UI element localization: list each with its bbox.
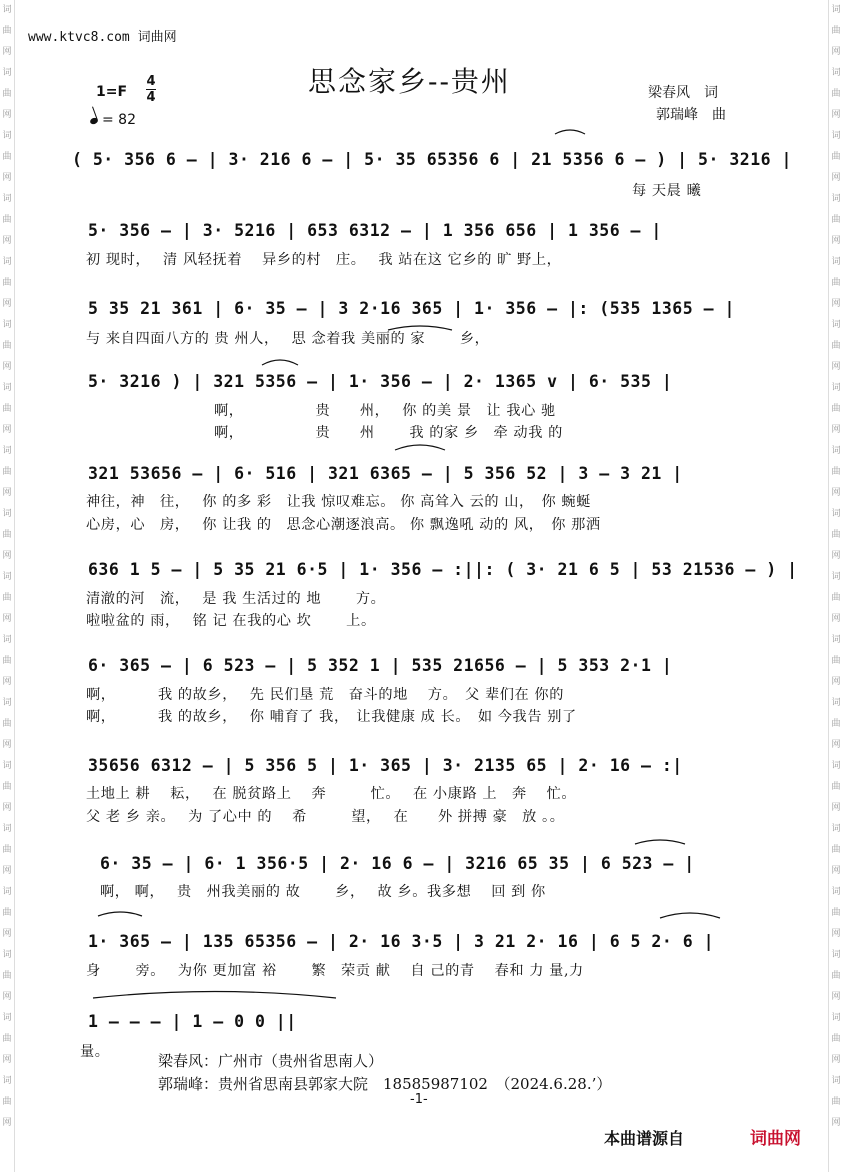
edge-watermark-glyph: 网 — [831, 1055, 841, 1065]
edge-watermark-glyph: 曲 — [831, 404, 841, 414]
edge-watermark-glyph: 曲 — [2, 341, 12, 351]
system-3-lyrics-1: 与 来自四面八方的 贵 州人， 思 念着我 美丽的 家 乡， — [86, 331, 490, 347]
edge-watermark-glyph: 网 — [2, 110, 12, 120]
footer-lyricist-info: 梁春风：广州市（贵州省思南人） — [158, 1052, 384, 1070]
edge-watermark-glyph: 网 — [831, 740, 841, 750]
key-signature: 1=F — [96, 84, 128, 100]
edge-watermark-glyph: 网 — [831, 992, 841, 1002]
edge-watermark-glyph: 网 — [831, 929, 841, 939]
edge-watermark-glyph: 词 — [831, 761, 841, 771]
edge-watermark-glyph: 曲 — [831, 26, 841, 36]
edge-watermark-glyph: 网 — [2, 677, 12, 687]
edge-watermark-glyph: 曲 — [831, 593, 841, 603]
edge-watermark-glyph: 曲 — [2, 782, 12, 792]
edge-watermark-glyph: 网 — [831, 551, 841, 561]
system-9-lyrics-1: 啊， 啊， 贵 州我美丽的 故 乡， 故 乡。我多想 回 到 你 — [100, 884, 546, 900]
footer-composer-info: 郭瑞峰：贵州省思南县郭家大院 18585987102 （2024.6.28.’） — [158, 1075, 612, 1093]
edge-watermark-glyph: 网 — [2, 1055, 12, 1065]
edge-watermark-glyph: 曲 — [831, 971, 841, 981]
page-number: -1- — [410, 1092, 428, 1107]
edge-watermark-glyph: 曲 — [2, 1097, 12, 1107]
system-7-notes: 6· 365 – | 6 523 – | 5 352 1 | 535 21656 – | 5 353 2·1 | — [88, 656, 673, 675]
edge-watermark-glyph: 网 — [831, 677, 841, 687]
edge-watermark-glyph: 词 — [2, 509, 12, 519]
edge-watermark-glyph: 词 — [831, 68, 841, 78]
edge-watermark-glyph: 词 — [2, 320, 12, 330]
system-1-lyrics-1: 每 天晨 曦 — [632, 183, 702, 199]
edge-watermark-glyph: 曲 — [831, 719, 841, 729]
edge-watermark-glyph: 网 — [831, 1118, 841, 1128]
edge-watermark-glyph: 网 — [2, 47, 12, 57]
edge-watermark-glyph: 曲 — [2, 278, 12, 288]
edge-watermark-glyph: 网 — [831, 362, 841, 372]
edge-watermark-glyph: 网 — [831, 866, 841, 876]
edge-watermark-glyph: 网 — [831, 173, 841, 183]
edge-watermark-glyph: 曲 — [831, 908, 841, 918]
edge-watermark-glyph: 网 — [831, 110, 841, 120]
edge-watermark-glyph: 网 — [831, 803, 841, 813]
edge-watermark-glyph: 曲 — [2, 845, 12, 855]
system-2-lyrics-1: 初 现时， 清 风轻抚着 异乡的村 庄。 我 站在这 它乡的 旷 野上， — [86, 252, 562, 268]
edge-watermark-glyph: 词 — [2, 572, 12, 582]
system-6-notes: 636 1 5 – | 5 35 21 6·5 | 1· 356 – :||: ( 3· 21 6 5 | 53 21536 – ) | — [88, 560, 798, 579]
edge-watermark-glyph: 词 — [831, 635, 841, 645]
composer-credit: 郭瑞峰 曲 — [656, 107, 726, 123]
edge-watermark-glyph: 曲 — [831, 530, 841, 540]
edge-watermark-glyph: 曲 — [831, 89, 841, 99]
edge-watermark-glyph: 词 — [831, 824, 841, 834]
edge-watermark-glyph: 词 — [831, 5, 841, 15]
edge-watermark-glyph: 词 — [831, 446, 841, 456]
edge-watermark-glyph: 词 — [2, 5, 12, 15]
edge-watermark-glyph: 曲 — [831, 278, 841, 288]
system-8-lyrics-1: 土地上 耕 耘， 在 脱贫路上 奔 忙。 在 小康路 上 奔 忙。 — [86, 786, 577, 802]
source-label: 本曲谱源自 — [604, 1129, 685, 1148]
edge-watermark-glyph: 曲 — [831, 1034, 841, 1044]
edge-watermark-glyph: 网 — [2, 551, 12, 561]
edge-watermark-glyph: 曲 — [2, 908, 12, 918]
edge-watermark-glyph: 网 — [831, 488, 841, 498]
site-watermark[interactable]: www.ktvc8.com 词曲网 — [28, 30, 177, 45]
edge-watermark-glyph: 曲 — [831, 782, 841, 792]
system-6-lyrics-1: 清澈的河 流， 是 我 生活过的 地 方。 — [86, 591, 386, 607]
edge-watermark-glyph: 词 — [831, 1076, 841, 1086]
edge-watermark-glyph: 词 — [831, 698, 841, 708]
edge-watermark-glyph: 词 — [831, 950, 841, 960]
edge-watermark-glyph: 曲 — [2, 89, 12, 99]
edge-watermark-glyph: 网 — [2, 992, 12, 1002]
system-10-notes: 1· 365 – | 135 65356 – | 2· 16 3·5 | 3 21 2· 16 | 6 5 2· 6 | — [88, 932, 715, 951]
edge-watermark-glyph: 网 — [831, 236, 841, 246]
edge-watermark-glyph: 曲 — [2, 26, 12, 36]
edge-watermark-glyph: 词 — [831, 257, 841, 267]
edge-watermark-glyph: 词 — [831, 383, 841, 393]
system-3-notes: 5 35 21 361 | 6· 35 – | 3 2·16 365 | 1· 356 – |: (535 1365 – | — [88, 299, 735, 318]
edge-watermark-glyph: 网 — [2, 1118, 12, 1128]
edge-watermark-glyph: 词 — [2, 1076, 12, 1086]
edge-watermark-glyph: 词 — [2, 68, 12, 78]
system-11-notes: 1 – – – | 1 – 0 0 || — [88, 1012, 297, 1031]
edge-watermark-glyph: 曲 — [2, 593, 12, 603]
edge-watermark-glyph: 词 — [2, 257, 12, 267]
edge-watermark-glyph: 网 — [2, 929, 12, 939]
edge-watermark-glyph: 曲 — [2, 215, 12, 225]
system-9-notes: 6· 35 – | 6· 1 356·5 | 2· 16 6 – | 3216 65 35 | 6 523 – | — [100, 854, 695, 873]
system-6-lyrics-2: 啦啦盆的 雨， 铭 记 在我的心 坎 上。 — [86, 613, 376, 629]
system-5-lyrics-1: 神往，神 往， 你 的多 彩 让我 惊叹难忘。 你 高耸入 云的 山， 你 蜿蜒 — [86, 494, 591, 510]
edge-watermark-glyph: 词 — [831, 194, 841, 204]
tempo-value: = 82 — [102, 112, 136, 128]
system-5-lyrics-2: 心房，心 房， 你 让我 的 思念心潮逐浪高。 你 飘逸吼 动的 风， 你 那洒 — [86, 517, 601, 533]
edge-watermark-glyph: 词 — [2, 1013, 12, 1023]
system-1-notes: ( 5· 356 6 – | 3· 216 6 – | 5· 35 65356 6 | 21 5356 6 – ) | 5· 3216 | — [72, 150, 792, 169]
edge-watermark-glyph: 曲 — [2, 404, 12, 414]
system-4-notes: 5· 3216 ) | 321 5356 – | 1· 356 – | 2· 1365 v | 6· 535 | — [88, 372, 673, 391]
edge-watermark-glyph: 曲 — [831, 656, 841, 666]
edge-watermark-glyph: 曲 — [2, 467, 12, 477]
edge-watermark-glyph: 词 — [2, 194, 12, 204]
system-2-notes: 5· 356 – | 3· 5216 | 653 6312 – | 1 356 656 | 1 356 – | — [88, 221, 662, 240]
edge-watermark-glyph: 词 — [831, 131, 841, 141]
system-7-lyrics-1: 啊， 我 的故乡， 先 民们垦 荒 奋斗的地 方。 父 辈们在 你的 — [86, 687, 564, 703]
song-title: 思念家乡--贵州 — [308, 65, 511, 98]
edge-watermark-glyph: 曲 — [831, 845, 841, 855]
edge-watermark-glyph: 曲 — [831, 341, 841, 351]
edge-watermark-glyph: 词 — [2, 131, 12, 141]
system-10-lyrics-1: 身 旁。 为你 更加富 裕 繁 荣贡 献 自 己的青 春和 力 量,力 — [86, 963, 584, 979]
edge-watermark-glyph: 词 — [831, 320, 841, 330]
lyricist-credit: 梁春风 词 — [648, 85, 718, 101]
edge-watermark-glyph: 网 — [2, 803, 12, 813]
edge-watermark-glyph: 网 — [2, 299, 12, 309]
edge-watermark-glyph: 词 — [2, 761, 12, 771]
edge-watermark-glyph: 网 — [831, 299, 841, 309]
edge-watermark-glyph: 曲 — [831, 467, 841, 477]
edge-watermark-glyph: 词 — [2, 446, 12, 456]
system-5-notes: 321 53656 – | 6· 516 | 321 6365 – | 5 356 52 | 3 – 3 21 | — [88, 464, 683, 483]
system-4-lyrics-1: 啊， 贵 州， 你 的美 景 让 我心 驰 — [214, 403, 556, 419]
edge-watermark-glyph: 网 — [2, 614, 12, 624]
edge-watermark-glyph: 网 — [2, 425, 12, 435]
edge-watermark-glyph: 网 — [2, 236, 12, 246]
edge-watermark-glyph: 曲 — [2, 1034, 12, 1044]
edge-watermark-glyph: 曲 — [2, 152, 12, 162]
edge-watermark-glyph: 网 — [2, 173, 12, 183]
edge-watermark-glyph: 词 — [831, 1013, 841, 1023]
system-4-lyrics-2: 啊， 贵 州 我 的家 乡 牵 动我 的 — [214, 425, 563, 441]
edge-watermark-glyph: 词 — [2, 824, 12, 834]
edge-watermark-glyph: 网 — [2, 866, 12, 876]
edge-watermark-glyph: 词 — [831, 887, 841, 897]
source-brand-link[interactable]: 词曲网 — [750, 1129, 801, 1149]
edge-watermark-glyph: 词 — [2, 383, 12, 393]
system-7-lyrics-2: 啊， 我 的故乡， 你 哺育了 我， 让我健康 成 长。 如 今我告 别了 — [86, 709, 577, 725]
edge-watermark-glyph: 词 — [2, 887, 12, 897]
edge-watermark-glyph: 网 — [2, 488, 12, 498]
edge-watermark-glyph: 曲 — [2, 656, 12, 666]
final-tie — [93, 992, 336, 999]
edge-watermark-glyph: 网 — [831, 425, 841, 435]
edge-watermark-glyph: 词 — [2, 950, 12, 960]
edge-watermark-glyph: 网 — [831, 47, 841, 57]
system-11-lyrics-1: 量。 — [80, 1044, 110, 1060]
edge-watermark-glyph: 词 — [831, 572, 841, 582]
time-signature-top: 4 — [146, 74, 156, 89]
edge-watermark-glyph: 曲 — [831, 215, 841, 225]
edge-watermark-glyph: 曲 — [2, 719, 12, 729]
edge-watermark-glyph: 词 — [831, 509, 841, 519]
edge-watermark-glyph: 曲 — [831, 152, 841, 162]
edge-watermark-glyph: 词 — [2, 635, 12, 645]
edge-watermark-glyph: 词 — [2, 698, 12, 708]
edge-watermark-glyph: 曲 — [831, 1097, 841, 1107]
edge-watermark-glyph: 曲 — [2, 530, 12, 540]
edge-watermark-glyph: 网 — [2, 362, 12, 372]
system-8-lyrics-2: 父 老 乡 亲。 为 了心中 的 希 望， 在 外 拼搏 豪 放 。。 — [86, 809, 565, 825]
system-8-notes: 35656 6312 – | 5 356 5 | 1· 365 | 3· 2135 65 | 2· 16 – :| — [88, 756, 683, 775]
edge-watermark-glyph: 曲 — [2, 971, 12, 981]
time-signature-bottom: 4 — [146, 90, 156, 105]
edge-watermark-glyph: 网 — [831, 614, 841, 624]
edge-watermark-glyph: 网 — [2, 740, 12, 750]
